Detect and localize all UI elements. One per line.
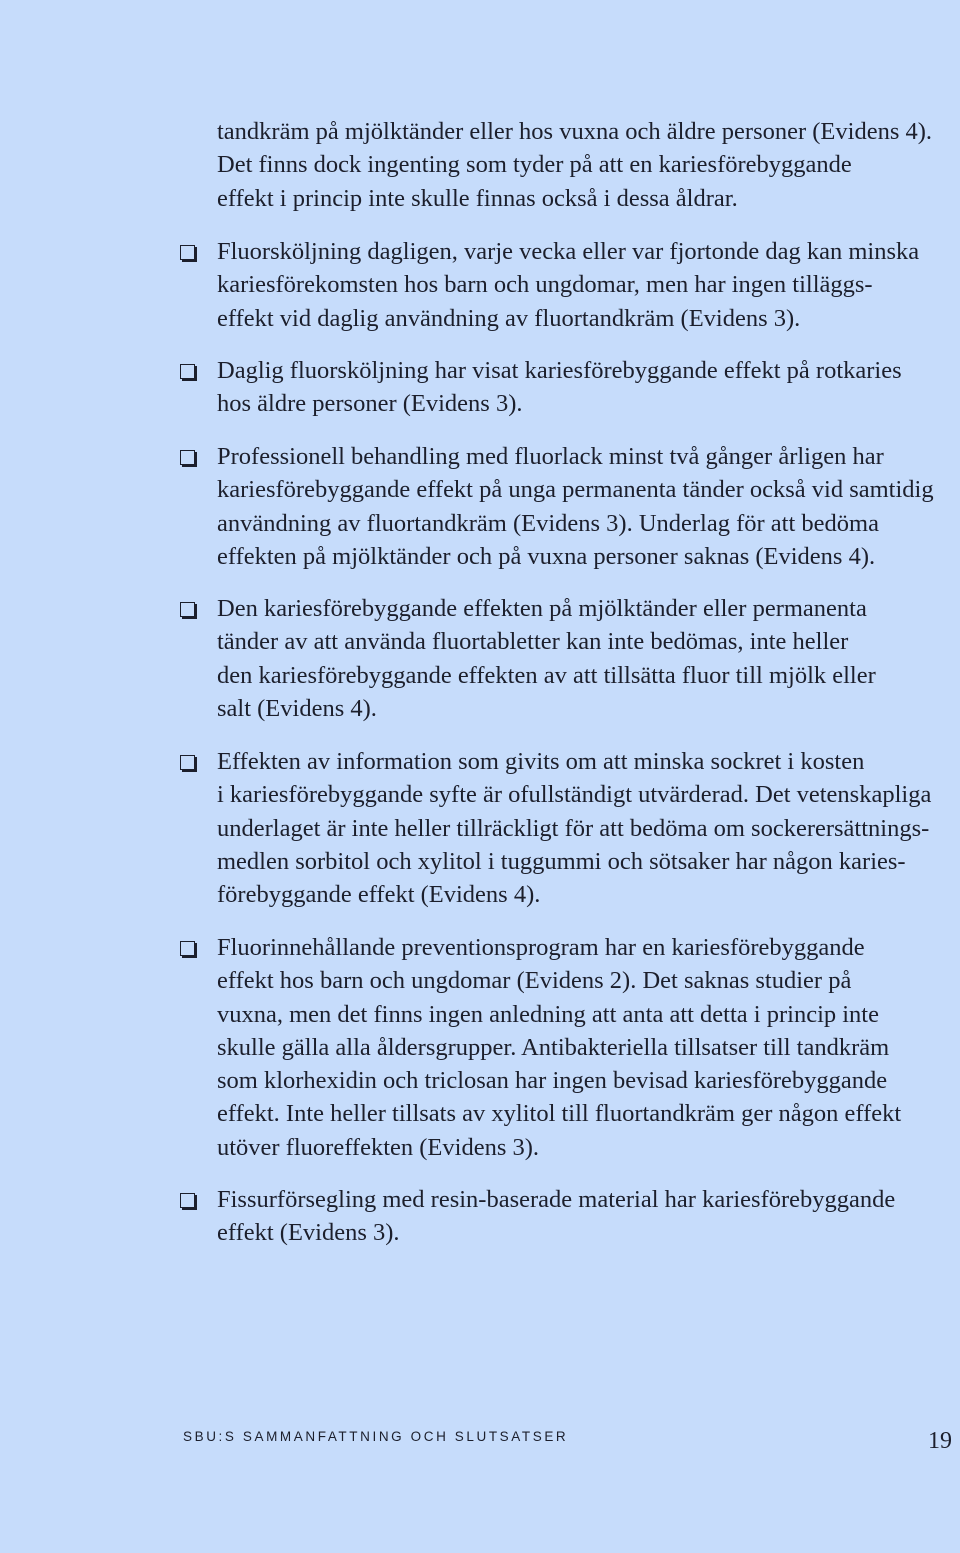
- checkbox-bullet-icon: [180, 602, 195, 617]
- checkbox-bullet-icon: [180, 450, 195, 465]
- checkbox-bullet-icon: [180, 755, 195, 770]
- bullet-line: Fissurförsegling med resin-baserade material har kariesförebyggande: [217, 1186, 896, 1213]
- bullet-line: förebyggande effekt (Evidens 4).: [217, 881, 541, 909]
- page-number: 19: [928, 1428, 952, 1454]
- bullet-line: underlaget är inte heller tillräckligt för att bedöma om sockerersättnings-: [217, 814, 930, 842]
- bullet-line: Fluorinnehållande preventionsprogram har en kariesförebyggande: [217, 934, 865, 961]
- bullet-text: [217, 1183, 960, 1250]
- bullet-line: hos äldre personer (Evidens 3).: [217, 390, 523, 418]
- running-footer: SBU:S SAMMANFATTNING OCH SLUTSATSER: [183, 1429, 569, 1444]
- bullet-line: den kariesförebyggande effekten av att tillsätta fluor till mjölk eller: [217, 661, 876, 689]
- intro-paragraph: [217, 115, 959, 215]
- bullet-line: kariesförebyggande effekt på unga permanenta tänder också vid samtidig: [217, 476, 934, 504]
- bullet-line: Effekten av information som givits om att minska sockret i kosten: [217, 748, 865, 775]
- bullet-text: [217, 745, 960, 911]
- bullet-line: som klorhexidin och triclosan har ingen bevisad kariesförebyggande: [217, 1067, 888, 1095]
- bullet-line: kariesförekomsten hos barn och ungdomar, men har ingen tilläggs-: [217, 271, 873, 299]
- bullet-text: [217, 931, 960, 1164]
- bullet-text: [217, 235, 960, 335]
- bullet-text: [217, 592, 960, 725]
- bullet-line: salt (Evidens 4).: [217, 694, 377, 722]
- bullet-line: effekt. Inte heller tillsats av xylitol till fluortandkräm ger någon effekt: [217, 1100, 902, 1128]
- bullet-line: effekten på mjölktänder och på vuxna personer saknas (Evidens 4).: [217, 542, 876, 570]
- bullet-line: effekt vid daglig användning av fluortandkräm (Evidens 3).: [217, 304, 801, 332]
- bullet-line: tänder av att använda fluortabletter kan inte bedömas, inte heller: [217, 628, 849, 656]
- bullet-line: utöver fluoreffekten (Evidens 3).: [217, 1133, 540, 1161]
- intro-line: tandkräm på mjölktänder eller hos vuxna och äldre personer (Evidens 4).: [217, 118, 933, 145]
- bullet-line: Daglig fluorsköljning har visat kariesförebyggande effekt på rotkaries: [217, 357, 902, 384]
- bullet-line: medlen sorbitol och xylitol i tuggummi och sötsaker har någon karies-: [217, 847, 906, 875]
- bullet-text: [217, 440, 960, 573]
- checkbox-bullet-icon: [180, 941, 195, 956]
- bullet-line: användning av fluortandkräm (Evidens 3). Underlag för att bedöma: [217, 509, 879, 537]
- bullet-line: vuxna, men det finns ingen anledning att anta att detta i princip inte: [217, 1000, 879, 1028]
- bullet-line: skulle gälla alla åldersgrupper. Antibakteriella tillsatser till tandkräm: [217, 1033, 890, 1061]
- bullet-line: Den kariesförebyggande effekten på mjölktänder eller permanenta: [217, 595, 867, 622]
- bullet-line: effekt hos barn och ungdomar (Evidens 2). Det saknas studier på: [217, 967, 852, 995]
- bullet-text: [217, 354, 960, 421]
- bullet-line: Fluorsköljning dagligen, varje vecka eller var fjortonde dag kan minska: [217, 238, 920, 265]
- intro-line: Det finns dock ingenting som tyder på att en kariesförebyggande: [217, 151, 852, 179]
- bullet-line: Professionell behandling med fluorlack minst två gånger årligen har: [217, 443, 884, 470]
- checkbox-bullet-icon: [180, 1193, 195, 1208]
- checkbox-bullet-icon: [180, 245, 195, 260]
- checkbox-bullet-icon: [180, 364, 195, 379]
- bullet-line: i kariesförebyggande syfte är ofullständigt utvärderad. Det vetenskapliga: [217, 781, 932, 809]
- intro-line: effekt i princip inte skulle finnas också i dessa åldrar.: [217, 184, 738, 212]
- bullet-line: effekt (Evidens 3).: [217, 1219, 400, 1247]
